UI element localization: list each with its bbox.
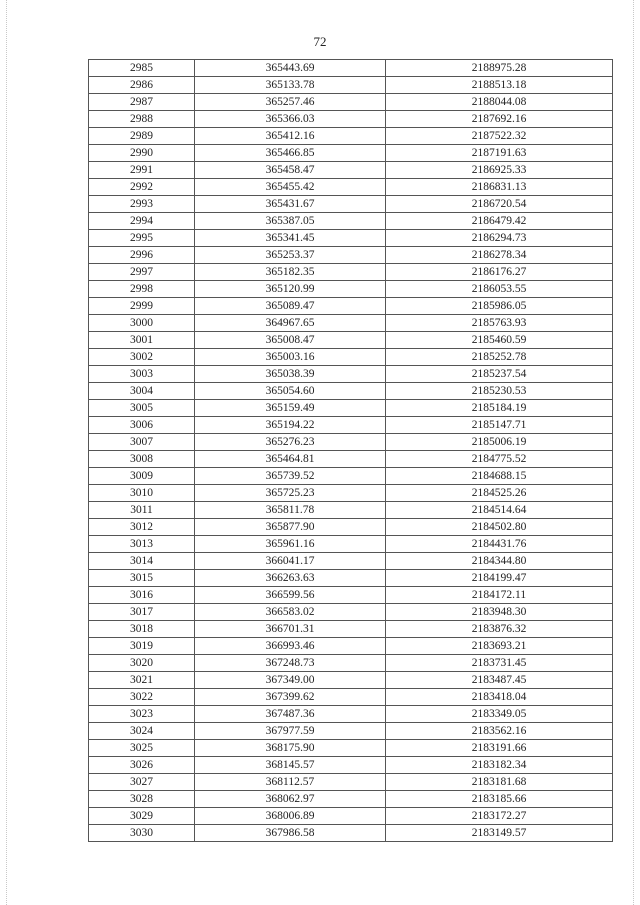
table-row	[89, 723, 613, 740]
point-number-cell: 3022	[89, 689, 195, 706]
point-number-cell: 2998	[89, 281, 195, 298]
y-coordinate-cell: 2188513.18	[386, 77, 613, 94]
table-row	[89, 145, 613, 162]
table-row	[89, 791, 613, 808]
x-coordinate-cell: 364967.65	[195, 315, 386, 332]
x-coordinate-cell: 365464.81	[195, 451, 386, 468]
table-row	[89, 162, 613, 179]
point-number-cell: 2990	[89, 145, 195, 162]
point-number-cell: 3024	[89, 723, 195, 740]
y-coordinate-cell: 2184431.76	[386, 536, 613, 553]
coordinate-table-body	[89, 60, 613, 842]
x-coordinate-cell: 365253.37	[195, 247, 386, 264]
x-coordinate-cell: 367399.62	[195, 689, 386, 706]
x-coordinate-cell: 365458.47	[195, 162, 386, 179]
y-coordinate-cell: 2186176.27	[386, 264, 613, 281]
table-row	[89, 264, 613, 281]
point-number-cell: 2991	[89, 162, 195, 179]
point-number-cell: 2996	[89, 247, 195, 264]
table-row	[89, 468, 613, 485]
coordinate-table	[88, 59, 613, 842]
y-coordinate-cell: 2183185.66	[386, 791, 613, 808]
y-coordinate-cell: 2185986.05	[386, 298, 613, 315]
point-number-cell: 3023	[89, 706, 195, 723]
y-coordinate-cell: 2183349.05	[386, 706, 613, 723]
table-row	[89, 672, 613, 689]
x-coordinate-cell: 365133.78	[195, 77, 386, 94]
point-number-cell: 3026	[89, 757, 195, 774]
point-number-cell: 2987	[89, 94, 195, 111]
y-coordinate-cell: 2188975.28	[386, 60, 613, 77]
x-coordinate-cell: 365054.60	[195, 383, 386, 400]
table-row	[89, 740, 613, 757]
point-number-cell: 3005	[89, 400, 195, 417]
point-number-cell: 3000	[89, 315, 195, 332]
x-coordinate-cell: 365341.45	[195, 230, 386, 247]
x-coordinate-cell: 365725.23	[195, 485, 386, 502]
table-row	[89, 553, 613, 570]
x-coordinate-cell: 365412.16	[195, 128, 386, 145]
x-coordinate-cell: 365366.03	[195, 111, 386, 128]
y-coordinate-cell: 2186479.42	[386, 213, 613, 230]
point-number-cell: 2992	[89, 179, 195, 196]
table-row	[89, 825, 613, 842]
table-row	[89, 349, 613, 366]
y-coordinate-cell: 2186925.33	[386, 162, 613, 179]
x-coordinate-cell: 365443.69	[195, 60, 386, 77]
point-number-cell: 2985	[89, 60, 195, 77]
table-row	[89, 621, 613, 638]
point-number-cell: 3012	[89, 519, 195, 536]
y-coordinate-cell: 2185237.54	[386, 366, 613, 383]
table-row	[89, 366, 613, 383]
point-number-cell: 3008	[89, 451, 195, 468]
y-coordinate-cell: 2183562.16	[386, 723, 613, 740]
table-row	[89, 315, 613, 332]
x-coordinate-cell: 366263.63	[195, 570, 386, 587]
x-coordinate-cell: 365182.35	[195, 264, 386, 281]
y-coordinate-cell: 2183191.66	[386, 740, 613, 757]
y-coordinate-cell: 2185230.53	[386, 383, 613, 400]
y-coordinate-cell: 2183182.34	[386, 757, 613, 774]
table-row	[89, 213, 613, 230]
scan-edge-right	[633, 0, 634, 905]
x-coordinate-cell: 368006.89	[195, 808, 386, 825]
x-coordinate-cell: 368175.90	[195, 740, 386, 757]
x-coordinate-cell: 366993.46	[195, 638, 386, 655]
point-number-cell: 3001	[89, 332, 195, 349]
x-coordinate-cell: 366041.17	[195, 553, 386, 570]
table-row	[89, 77, 613, 94]
x-coordinate-cell: 365159.49	[195, 400, 386, 417]
point-number-cell: 3013	[89, 536, 195, 553]
point-number-cell: 2988	[89, 111, 195, 128]
point-number-cell: 3009	[89, 468, 195, 485]
x-coordinate-cell: 365387.05	[195, 213, 386, 230]
point-number-cell: 2994	[89, 213, 195, 230]
scan-edge-left	[6, 0, 7, 905]
point-number-cell: 2986	[89, 77, 195, 94]
y-coordinate-cell: 2185763.93	[386, 315, 613, 332]
table-row	[89, 128, 613, 145]
page-number: 72	[313, 34, 327, 49]
x-coordinate-cell: 368062.97	[195, 791, 386, 808]
point-number-cell: 3002	[89, 349, 195, 366]
y-coordinate-cell: 2183487.45	[386, 672, 613, 689]
y-coordinate-cell: 2183876.32	[386, 621, 613, 638]
y-coordinate-cell: 2186720.54	[386, 196, 613, 213]
y-coordinate-cell: 2185147.71	[386, 417, 613, 434]
table-row	[89, 706, 613, 723]
table-row	[89, 587, 613, 604]
table-row	[89, 638, 613, 655]
x-coordinate-cell: 365276.23	[195, 434, 386, 451]
table-row	[89, 230, 613, 247]
table-row	[89, 60, 613, 77]
point-number-cell: 3030	[89, 825, 195, 842]
point-number-cell: 2989	[89, 128, 195, 145]
x-coordinate-cell: 365008.47	[195, 332, 386, 349]
y-coordinate-cell: 2184775.52	[386, 451, 613, 468]
point-number-cell: 3011	[89, 502, 195, 519]
table-row	[89, 94, 613, 111]
x-coordinate-cell: 366701.31	[195, 621, 386, 638]
x-coordinate-cell: 365194.22	[195, 417, 386, 434]
x-coordinate-cell: 365003.16	[195, 349, 386, 366]
point-number-cell: 3028	[89, 791, 195, 808]
x-coordinate-cell: 365811.78	[195, 502, 386, 519]
table-row	[89, 179, 613, 196]
y-coordinate-cell: 2188044.08	[386, 94, 613, 111]
table-row	[89, 434, 613, 451]
table-row	[89, 485, 613, 502]
table-row	[89, 383, 613, 400]
x-coordinate-cell: 365877.90	[195, 519, 386, 536]
table-row	[89, 111, 613, 128]
y-coordinate-cell: 2186294.73	[386, 230, 613, 247]
x-coordinate-cell: 365120.99	[195, 281, 386, 298]
point-number-cell: 2999	[89, 298, 195, 315]
x-coordinate-cell: 367986.58	[195, 825, 386, 842]
y-coordinate-cell: 2183149.57	[386, 825, 613, 842]
point-number-cell: 3019	[89, 638, 195, 655]
table-row	[89, 604, 613, 621]
y-coordinate-cell: 2183731.45	[386, 655, 613, 672]
x-coordinate-cell: 365038.39	[195, 366, 386, 383]
table-row	[89, 332, 613, 349]
table-row	[89, 281, 613, 298]
table-row	[89, 519, 613, 536]
table-row	[89, 247, 613, 264]
y-coordinate-cell: 2184172.11	[386, 587, 613, 604]
x-coordinate-cell: 368112.57	[195, 774, 386, 791]
point-number-cell: 3014	[89, 553, 195, 570]
x-coordinate-cell: 367248.73	[195, 655, 386, 672]
y-coordinate-cell: 2183693.21	[386, 638, 613, 655]
x-coordinate-cell: 365431.67	[195, 196, 386, 213]
table-row	[89, 196, 613, 213]
table-row	[89, 536, 613, 553]
table-row	[89, 655, 613, 672]
y-coordinate-cell: 2185460.59	[386, 332, 613, 349]
table-row	[89, 757, 613, 774]
x-coordinate-cell: 367487.36	[195, 706, 386, 723]
point-number-cell: 3010	[89, 485, 195, 502]
table-row	[89, 774, 613, 791]
x-coordinate-cell: 365466.85	[195, 145, 386, 162]
point-number-cell: 2997	[89, 264, 195, 281]
x-coordinate-cell: 367977.59	[195, 723, 386, 740]
point-number-cell: 3025	[89, 740, 195, 757]
x-coordinate-cell: 366583.02	[195, 604, 386, 621]
point-number-cell: 3003	[89, 366, 195, 383]
point-number-cell: 3021	[89, 672, 195, 689]
x-coordinate-cell: 365089.47	[195, 298, 386, 315]
table-row	[89, 808, 613, 825]
point-number-cell: 3015	[89, 570, 195, 587]
table-row	[89, 570, 613, 587]
point-number-cell: 3006	[89, 417, 195, 434]
point-number-cell: 3027	[89, 774, 195, 791]
point-number-cell: 3017	[89, 604, 195, 621]
y-coordinate-cell: 2184688.15	[386, 468, 613, 485]
table-row	[89, 298, 613, 315]
x-coordinate-cell: 367349.00	[195, 672, 386, 689]
y-coordinate-cell: 2184525.26	[386, 485, 613, 502]
x-coordinate-cell: 365739.52	[195, 468, 386, 485]
x-coordinate-cell: 365455.42	[195, 179, 386, 196]
table-row	[89, 451, 613, 468]
y-coordinate-cell: 2187522.32	[386, 128, 613, 145]
point-number-cell: 3016	[89, 587, 195, 604]
point-number-cell: 2993	[89, 196, 195, 213]
x-coordinate-cell: 368145.57	[195, 757, 386, 774]
y-coordinate-cell: 2185184.19	[386, 400, 613, 417]
point-number-cell: 3004	[89, 383, 195, 400]
table-row	[89, 417, 613, 434]
table-row	[89, 400, 613, 417]
y-coordinate-cell: 2183181.68	[386, 774, 613, 791]
y-coordinate-cell: 2183172.27	[386, 808, 613, 825]
y-coordinate-cell: 2184199.47	[386, 570, 613, 587]
y-coordinate-cell: 2186278.34	[386, 247, 613, 264]
y-coordinate-cell: 2185252.78	[386, 349, 613, 366]
table-row	[89, 689, 613, 706]
y-coordinate-cell: 2183948.30	[386, 604, 613, 621]
point-number-cell: 2995	[89, 230, 195, 247]
y-coordinate-cell: 2184502.80	[386, 519, 613, 536]
y-coordinate-cell: 2184514.64	[386, 502, 613, 519]
x-coordinate-cell: 365961.16	[195, 536, 386, 553]
y-coordinate-cell: 2187692.16	[386, 111, 613, 128]
x-coordinate-cell: 366599.56	[195, 587, 386, 604]
y-coordinate-cell: 2184344.80	[386, 553, 613, 570]
coordinate-table-container	[88, 59, 612, 842]
y-coordinate-cell: 2186053.55	[386, 281, 613, 298]
point-number-cell: 3018	[89, 621, 195, 638]
x-coordinate-cell: 365257.46	[195, 94, 386, 111]
y-coordinate-cell: 2186831.13	[386, 179, 613, 196]
y-coordinate-cell: 2183418.04	[386, 689, 613, 706]
y-coordinate-cell: 2187191.63	[386, 145, 613, 162]
point-number-cell: 3029	[89, 808, 195, 825]
point-number-cell: 3020	[89, 655, 195, 672]
y-coordinate-cell: 2185006.19	[386, 434, 613, 451]
point-number-cell: 3007	[89, 434, 195, 451]
table-row	[89, 502, 613, 519]
